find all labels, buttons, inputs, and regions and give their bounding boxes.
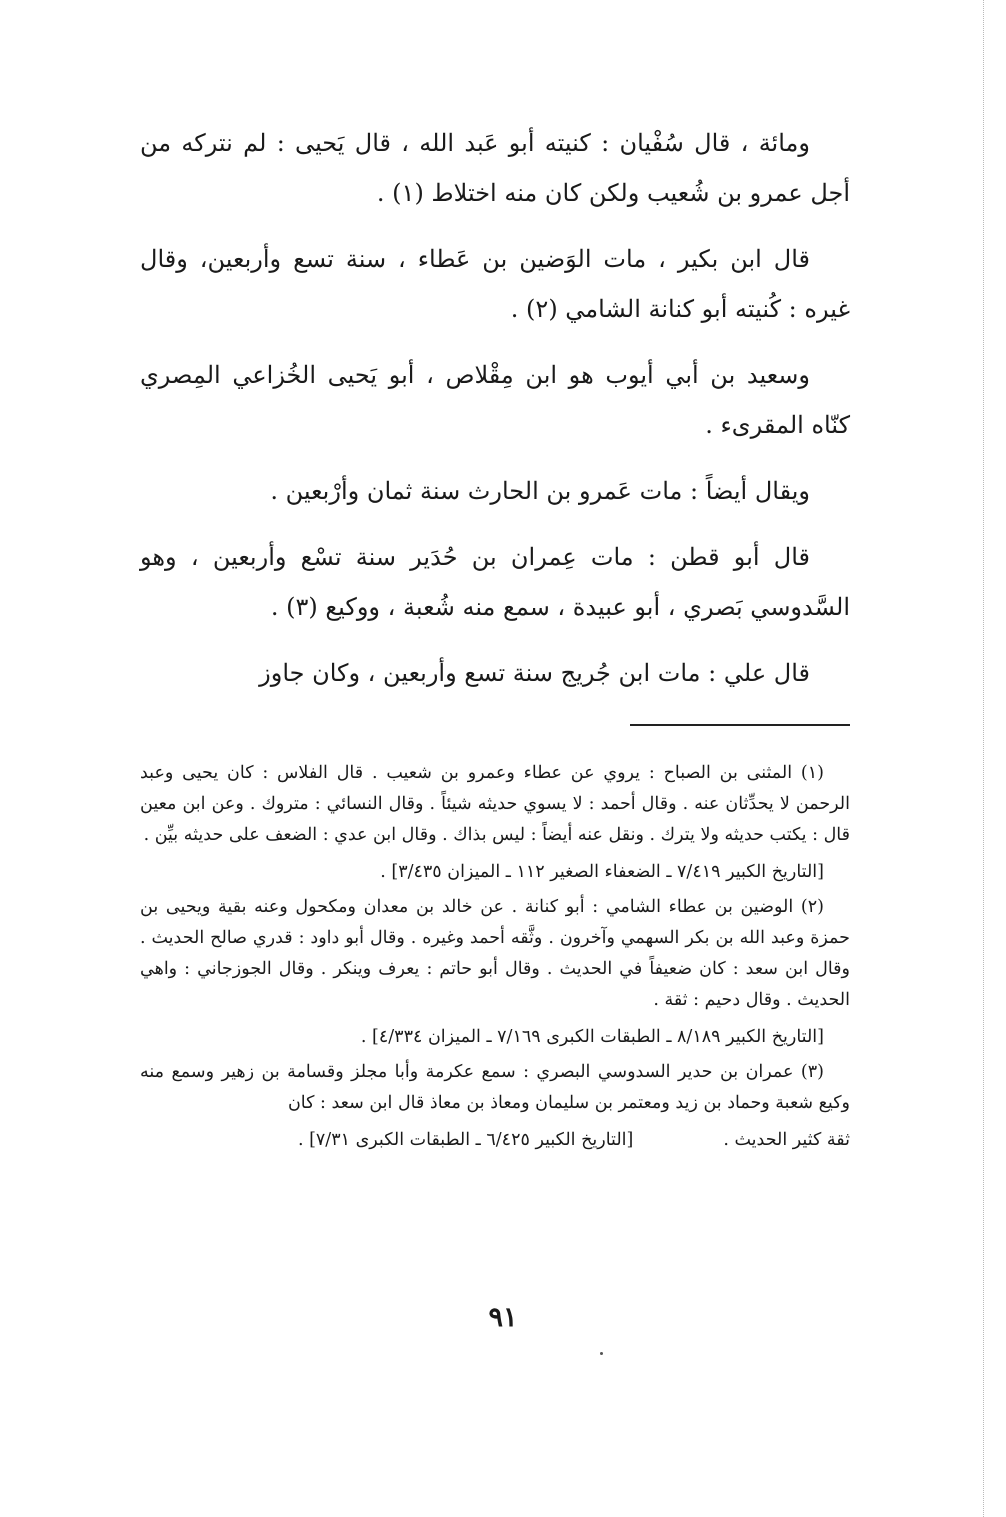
paragraph-6: قال علي : مات ابن جُريج سنة تسع وأربعين ، وكان جاوز (259, 659, 810, 687)
paragraph-3: وسعيد بن أبي أيوب هو ابن مِقْلاص ، أبو يَحيى الخُزاعي المِصري كنّاه المقرىء . (140, 361, 850, 439)
page-number: ٩١ (488, 1302, 518, 1333)
footnote-3-last-line (140, 1125, 850, 1156)
footnote-2-reference: [التاريخ الكبير ٨/١٨٩ ـ الطبقات الكبرى ٧/١٦٩ ـ الميزان ٤/٣٣٤] . (360, 1027, 824, 1047)
paragraph-5: قال أبو قطن : مات عِمران بن حُدَير سنة تسْع وأربعين ، وهو السَّدوسي بَصري ، أبو عبيدة ، سمع منه شُعبة ، ووكيع (٣) . (140, 543, 850, 621)
footnote-separator (630, 724, 850, 726)
paragraph-2: قال ابن بكير ، مات الوَضين بن عَطاء ، سنة تسع وأربعين، وقال غيره : كُنيته أبو كنانة الشامي (٢) . (140, 245, 850, 323)
footnote-2: (٢) الوضين بن عطاء الشامي : أبو كنانة . عن خالد بن معدان ومكحول وعنه بقية ويحيى بن حمزة وعبد الله بن بكر السهمي وآخرون . وثَّقه أحمد وغيره . وقال أبو داود : قدري صالح الحديث . وقال ابن سعد : كان ضعيفاً في الحديث . وقال أبو حاتم : يعرف وينكر . وقال الجوزجاني : واهي الحديث . وقال دحيم : ثقة . (140, 897, 850, 1010)
footnote-3-tail: ثقة كثير الحديث . (723, 1130, 850, 1150)
footnote-1-reference: [التاريخ الكبير ٧/٤١٩ ـ الضعفاء الصغير ١١٢ ـ الميزان ٣/٤٣٥] . (380, 862, 824, 882)
paragraph-1: ومائة ، قال سُفْيان : كنيته أبو عَبد الله ، قال يَحيى : لم نتركه من أجل عمرو بن شُعيب ولكن كان منه اختلاط (١) . (140, 129, 850, 207)
footnote-1: (١) المثنى بن الصباح : يروي عن عطاء وعمرو بن شعيب . قال الفلاس : كان يحيى وعبد الرحمن لا يحدِّثان عنه . وقال أحمد : لا يسوي حديثه شيئاً . وقال النسائي : متروك . وعن ابن معين قال : يكتب حديثه ولا يترك . ونقل عنه أيضاً : ليس بذاك . وقال ابن عدي : الضعف على حديثه بيِّن . (140, 763, 850, 845)
paragraph-4: ويقال أيضاً : مات عَمرو بن الحارث سنة ثمان وأرْبعين . (270, 477, 810, 505)
footnote-3: (٣) عمران بن حدير السدوسي البصري : سمع عكرمة وأبا مجلز وقسامة بن زهير وسمع منه وكيع شعبة وحماد بن زيد ومعتمر بن سليمان ومعاذ بن معاذ قال ابن سعد : كان (140, 1062, 850, 1113)
page-body (140, 118, 850, 1156)
footnotes (140, 758, 850, 1156)
footnote-3-reference: [التاريخ الكبير ٦/٤٢٥ ـ الطبقات الكبرى ٧/٣١] . (297, 1130, 634, 1150)
scan-speck (600, 1352, 603, 1355)
page-edge-line (983, 0, 984, 1517)
